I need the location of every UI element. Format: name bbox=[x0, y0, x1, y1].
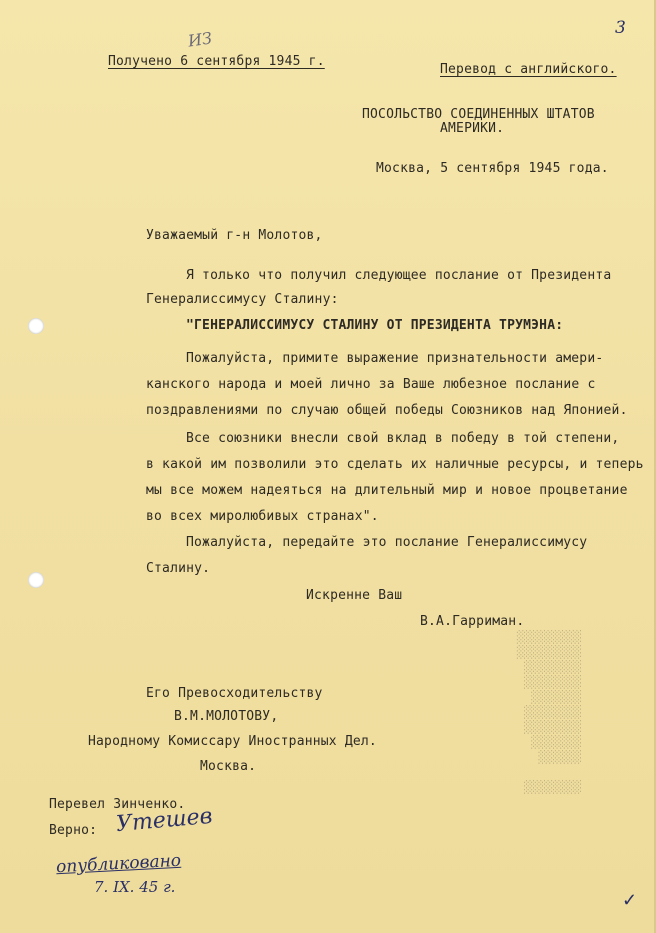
paragraph2-line-4: во всех миролюбивых странах". bbox=[146, 509, 379, 524]
intro-line-2: Генералиссимусу Сталину: bbox=[146, 292, 339, 307]
verified-signature: Утешев bbox=[115, 803, 214, 838]
embassy-line-1: ПОСОЛЬСТВО СОЕДИНЕННЫХ ШТАТОВ bbox=[362, 107, 595, 122]
date-line: Москва, 5 сентября 1945 года. bbox=[376, 161, 609, 176]
bleed-through-text: ░░░░░░░░░ ░░░░░░░░░ ░░░░░░░░ ░░░░░░░░ ░░░░░░░ ░░░░░░░░ ░░░░░░░░ ░░░░░░░ ░░░░░░ ░░░░░░░░ bbox=[516, 630, 582, 794]
salutation: Уважаемый г-н Молотов, bbox=[146, 228, 323, 243]
received-stamp: Получено 6 сентября 1945 г. bbox=[108, 54, 325, 69]
message-heading: "ГЕНЕРАЛИССИМУСУ СТАЛИНУ ОТ ПРЕЗИДЕНТА ТРУМЭНА: bbox=[186, 318, 564, 333]
paragraph3-line-2: Сталину. bbox=[146, 561, 211, 576]
paragraph2-line-2: в какой им позволили это сделать их наличные ресурсы, и теперь bbox=[146, 457, 644, 472]
translation-note: Перевод с английского. bbox=[440, 62, 617, 77]
embassy-line-2: АМЕРИКИ. bbox=[440, 121, 505, 136]
addressee-line-3: Народному Комиссару Иностранных Дел. bbox=[88, 734, 377, 749]
signature: В.А.Гарриман. bbox=[420, 614, 525, 629]
published-date: 7. IX. 45 г. bbox=[94, 878, 176, 896]
paragraph1-line-1: Пожалуйста, примите выражение признательности амери- bbox=[186, 351, 604, 366]
addressee-line-1: Его Превосходительству bbox=[146, 686, 323, 701]
paragraph1-line-3: поздравлениями по случаю общей победы Союзников над Японией. bbox=[146, 403, 628, 418]
check-mark-icon: ✓ bbox=[622, 890, 638, 911]
paragraph1-line-2: канского народа и моей лично за Ваше любезное послание с bbox=[146, 377, 596, 392]
translated-by: Перевел Зинченко. bbox=[49, 797, 186, 812]
addressee-line-2: В.М.МОЛОТОВУ, bbox=[174, 709, 279, 724]
received-mark: ИЗ bbox=[186, 28, 214, 51]
page-number: 3 bbox=[615, 18, 626, 38]
paragraph2-line-3: мы все можем надеяться на длительный мир и новое процветание bbox=[146, 483, 628, 498]
punch-hole bbox=[28, 318, 44, 334]
paragraph3-line-1: Пожалуйста, передайте это послание Генералиссимусу bbox=[186, 535, 588, 550]
addressee-line-4: Москва. bbox=[200, 759, 257, 774]
closing: Искренне Ваш bbox=[306, 588, 403, 603]
published-note: опубликовано bbox=[55, 850, 182, 878]
intro-line-1: Я только что получил следующее послание от Президента bbox=[186, 268, 612, 283]
punch-hole bbox=[28, 572, 44, 588]
paragraph2-line-1: Все союзники внесли свой вклад в победу в той степени, bbox=[186, 431, 620, 446]
verified-label: Верно: bbox=[49, 823, 98, 838]
